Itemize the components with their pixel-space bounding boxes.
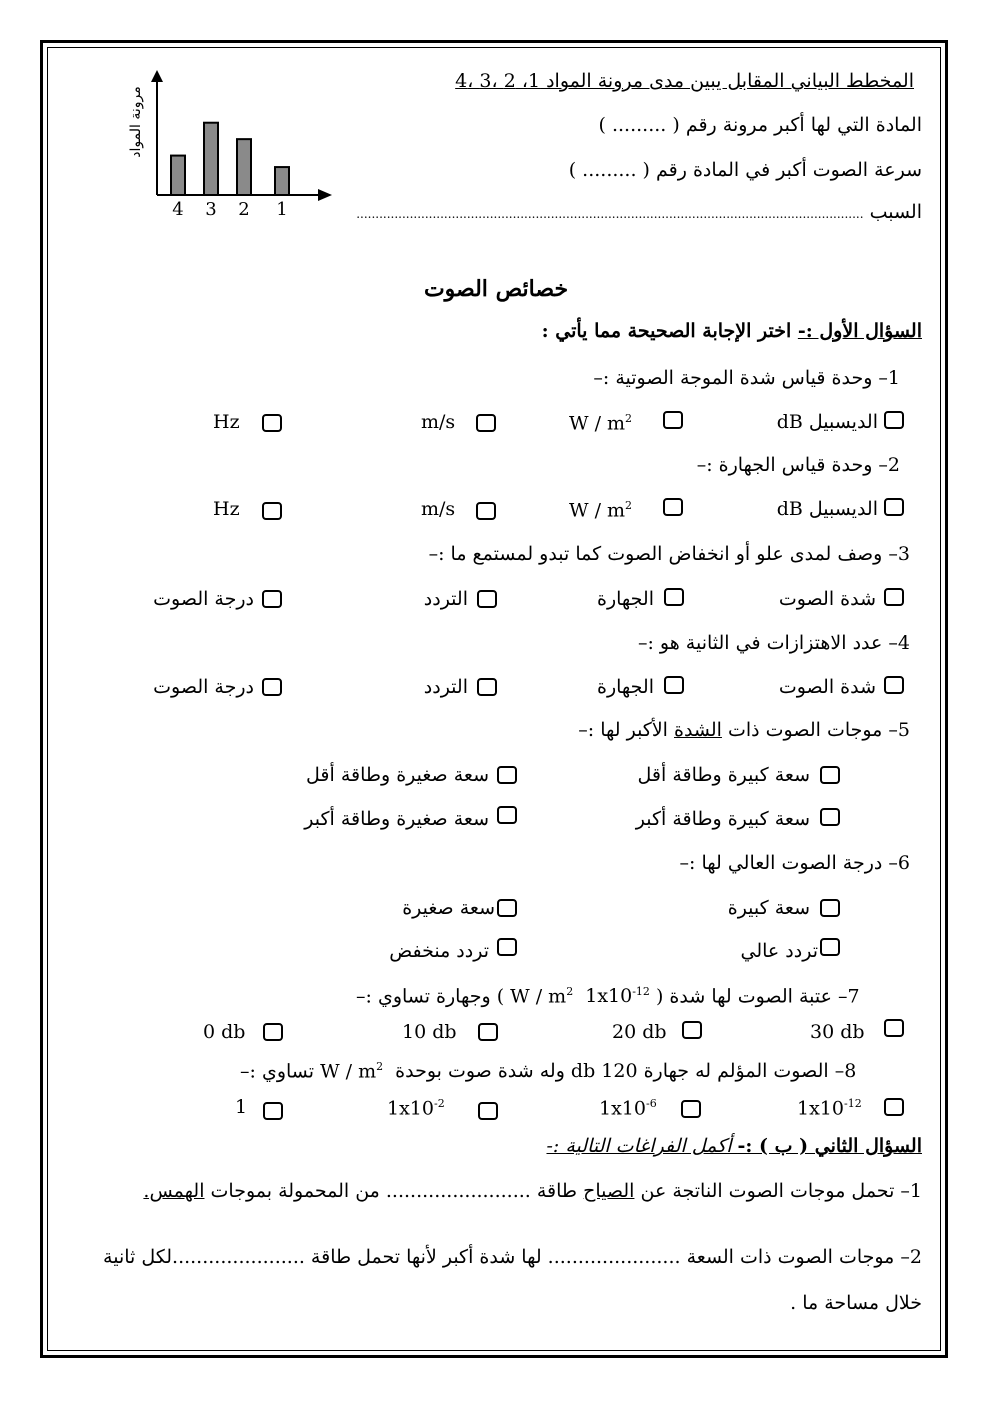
item7-option1-checkbox[interactable] — [884, 1019, 904, 1037]
item6-option4-checkbox[interactable] — [497, 938, 517, 956]
item7-option2-label: 20 db — [612, 1021, 667, 1043]
item8-option3-label: $1x10^{-2}$ — [387, 1097, 445, 1120]
item2-option1-checkbox[interactable] — [884, 498, 904, 516]
chart-y-label: مرونة المواد — [128, 86, 144, 158]
item5-option3-label: سعة كبيرة وطاقة أكبر — [635, 808, 810, 830]
item1-option2-checkbox[interactable] — [663, 411, 683, 429]
item6-option1-label: سعة كبيرة — [727, 897, 810, 919]
item2-option3-checkbox[interactable] — [476, 502, 496, 520]
item7-option4-checkbox[interactable] — [263, 1023, 283, 1041]
reason-blank[interactable]: ..................................................................................................................................... — [356, 207, 864, 221]
elasticity-chart — [120, 62, 340, 222]
intro-line-3: سرعة الصوت أكبر في المادة رقم ( ......... ) — [568, 159, 922, 181]
item7-option4-label: 0 db — [203, 1021, 246, 1043]
item5-option1-label: سعة كبيرة وطاقة أقل — [637, 764, 810, 786]
reason-label: السبب — [869, 201, 922, 223]
item4-option4-label: درجة الصوت — [153, 676, 254, 698]
item3-option1-label: شدة الصوت — [778, 588, 876, 610]
intro-line-1-text: المخطط البياني المقابل يبين مدى مرونة المواد 1، 2 ،3 ،4 — [455, 70, 914, 92]
item1-option4-checkbox[interactable] — [262, 414, 282, 432]
item4-option4-checkbox[interactable] — [262, 678, 282, 696]
q1-item-1-stem: 1– وحدة قياس شدة الموجة الصوتية :– — [593, 367, 900, 389]
chart-bar-3 — [204, 123, 218, 195]
chart-bar-2 — [237, 139, 251, 195]
item4-option1-checkbox[interactable] — [884, 676, 904, 694]
item2-option3-label: m/s — [421, 498, 456, 520]
item3-option4-label: درجة الصوت — [153, 588, 254, 610]
item1-option3-checkbox[interactable] — [476, 414, 496, 432]
item6-option1-checkbox[interactable] — [820, 899, 840, 917]
item4-option3-checkbox[interactable] — [477, 678, 497, 696]
q1-item-4-stem: 4– عدد الاهتزازات في الثانية هو :– — [637, 632, 910, 654]
q2-heading-label: السؤال الثاني ( ب ) :- — [737, 1135, 922, 1157]
q2-sentence-2: 2– موجات الصوت ذات السعة ...................... لها شدة أكبر لأنها تحمل طاقة ......................لكل ثانية — [103, 1246, 922, 1268]
item1-option2-label: W / $m^2$ — [569, 412, 633, 435]
item1-option4-label: Hz — [213, 411, 240, 433]
item3-option1-checkbox[interactable] — [884, 588, 904, 606]
q1-item-5-stem: 5– موجات الصوت ذات الشدة الأكبر لها :– — [578, 719, 910, 741]
chart-bar-1 — [275, 167, 289, 195]
q2-sentence-1: 1– تحمل موجات الصوت الناتجة عن الصياح طاقة ........................ من المحمولة بموجات الهمس. — [143, 1180, 922, 1202]
chart-tick-2: 2 — [238, 199, 250, 220]
item2-option4-checkbox[interactable] — [262, 502, 282, 520]
q1-heading — [542, 322, 922, 341]
item7-option2-checkbox[interactable] — [682, 1021, 702, 1039]
item5-option2-label: سعة صغيرة وطاقة أقل — [306, 764, 489, 786]
item8-option1-checkbox[interactable] — [884, 1098, 904, 1116]
item2-option2-checkbox[interactable] — [663, 498, 683, 516]
item3-option3-checkbox[interactable] — [477, 590, 497, 608]
chart-y-arrow — [151, 70, 163, 82]
q1-item-8-stem: تساوي :– W / $m^2$ 8– الصوت المؤلم له جهارة 120 db وله شدة صوت بوحدة — [240, 1060, 857, 1083]
chart-bar-4 — [171, 156, 185, 195]
item6-option3-label: تردد عالي — [740, 940, 818, 962]
item8-option4-label: 1 — [235, 1096, 248, 1118]
item8-option1-label: $1x10^{-12}$ — [797, 1097, 862, 1120]
item5-option4-label: سعة صغيرة وطاقة أكبر — [304, 808, 489, 830]
item1-option1-checkbox[interactable] — [884, 411, 904, 429]
item7-option3-checkbox[interactable] — [478, 1023, 498, 1041]
item2-option1-label: الديسبيل dB — [776, 498, 878, 520]
item7-option3-label: 10 db — [402, 1021, 457, 1043]
chart-x-arrow — [318, 189, 332, 201]
item4-option2-checkbox[interactable] — [664, 676, 684, 694]
item7-option1-label: 30 db — [810, 1021, 865, 1043]
item3-option4-checkbox[interactable] — [262, 590, 282, 608]
q2-heading-instruction: أكمل الفراغات التالية :- — [546, 1135, 738, 1157]
q1-item-3-stem: 3– وصف لمدى علو أو انخفاض الصوت كما تبدو لمستمع ما :– — [428, 543, 910, 565]
chart-tick-1: 1 — [276, 199, 288, 220]
item5-option1-checkbox[interactable] — [820, 766, 840, 784]
item4-option2-label: الجهارة — [596, 676, 654, 698]
item8-option3-checkbox[interactable] — [478, 1102, 498, 1120]
item5-option2-checkbox[interactable] — [497, 766, 517, 784]
q2-sentence-2-cont: خلال مساحة ما . — [790, 1292, 922, 1314]
q1-item-7-stem: ) وجهارة تساوي :– W / $m^2$ $1x10^{-12}$ 7– عتبة الصوت لها شدة ( — [356, 985, 860, 1008]
item1-option1-label: الديسبيل dB — [776, 411, 878, 433]
q1-heading-instruction: اختر الإجابة الصحيحة مما يأتي : — [541, 320, 798, 342]
item6-option2-label: سعة صغيرة — [402, 897, 495, 919]
item6-option4-label: تردد منخفض — [389, 940, 489, 962]
item4-option3-label: التردد — [423, 676, 468, 698]
item1-option3-label: m/s — [421, 411, 456, 433]
q1-item-2-stem: 2– وحدة قياس الجهارة :– — [696, 454, 900, 476]
item6-option2-checkbox[interactable] — [497, 899, 517, 917]
q1-heading-label: السؤال الأول :- — [797, 320, 922, 342]
intro-line-1 — [455, 72, 914, 91]
item3-option3-label: التردد — [423, 588, 468, 610]
item3-option2-checkbox[interactable] — [664, 588, 684, 606]
chart-tick-4: 4 — [172, 199, 184, 220]
intro-line-2: المادة التي لها أكبر مرونة رقم ( ......... ) — [598, 114, 922, 136]
item4-option1-label: شدة الصوت — [778, 676, 876, 698]
item8-option4-checkbox[interactable] — [263, 1102, 283, 1120]
item2-option2-label: W / $m^2$ — [569, 499, 633, 522]
item3-option2-label: الجهارة — [596, 588, 654, 610]
page-title: خصائص الصوت — [423, 276, 569, 302]
q1-item-6-stem: 6– درجة الصوت العالي لها :– — [679, 852, 910, 874]
item5-option4-checkbox[interactable] — [497, 806, 517, 824]
intro-line-4 — [356, 203, 922, 222]
item8-option2-label: $1x10^{-6}$ — [599, 1097, 657, 1120]
q2-heading — [546, 1137, 922, 1156]
chart-tick-3: 3 — [205, 199, 217, 220]
item6-option3-checkbox[interactable] — [820, 938, 840, 956]
item5-option3-checkbox[interactable] — [820, 808, 840, 826]
item8-option2-checkbox[interactable] — [681, 1100, 701, 1118]
item2-option4-label: Hz — [213, 498, 240, 520]
